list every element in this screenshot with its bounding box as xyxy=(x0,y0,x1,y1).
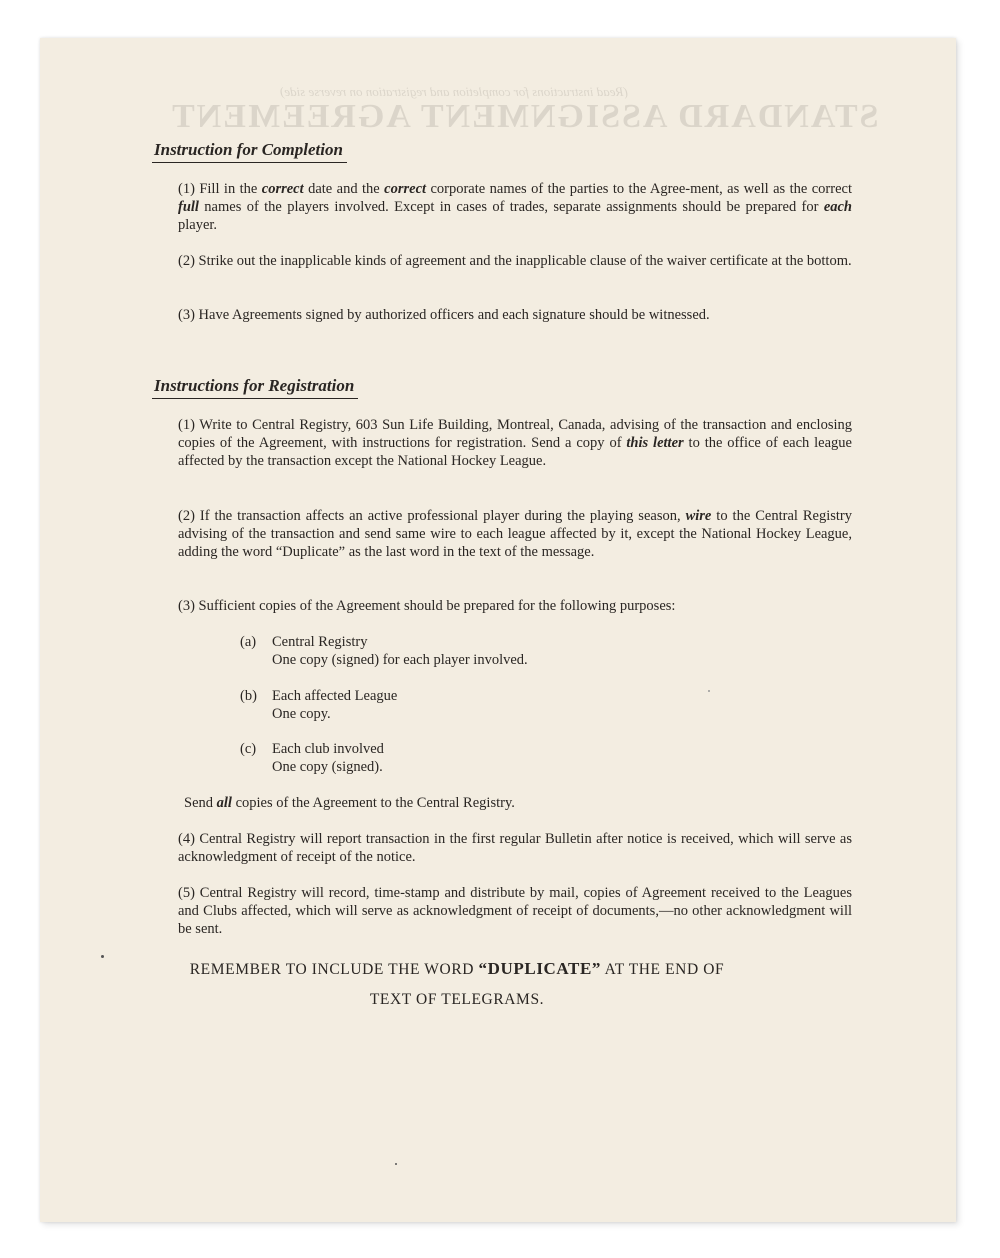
completion-heading: Instruction for Completion xyxy=(152,140,347,163)
list-item-title: Each club involved xyxy=(272,741,384,757)
list-item-central-registry xyxy=(240,633,740,673)
list-item-label: (a) xyxy=(240,634,257,650)
registration-paragraph-5: (5) Central Registry will record, time-stamp and distribute by mail, copies of Agreement received to the Leagues and Clubs affected, which will serve as acknowledgment of receipt of documents,—no other acknowledgment will be sent. xyxy=(178,885,852,937)
list-item-detail: One copy (signed). xyxy=(272,759,383,775)
completion-paragraph-1: (1) Fill in the correct date and the correct corporate names of the parties to the Agree-ment, as well as the correct full names of the players involved. Except in cases of trades, separate assignments should be prepared for each player. xyxy=(178,181,852,233)
remember-line-2: TEXT OF TELEGRAMS. xyxy=(369,991,545,1008)
completion-paragraph-3: (3) Have Agreements signed by authorized officers and each signature should be witnessed. xyxy=(178,307,710,323)
bleed-through-title: STANDARD ASSIGNMENT AGREEMENT xyxy=(170,98,879,135)
paper-speck xyxy=(395,1163,397,1165)
list-item-detail: One copy. xyxy=(272,706,331,722)
list-item-title: Each affected League xyxy=(272,688,398,704)
registration-heading: Instructions for Registration xyxy=(152,376,358,399)
list-item-label: (c) xyxy=(240,741,257,757)
registration-paragraph-2: (2) If the transaction affects an active professional player during the playing season, wire to the Central Registry advising of the transaction and send same wire to each league affected by it, except the National Hockey League, adding the word “Duplicate” as the last word in the text of the message. xyxy=(178,508,853,560)
registration-paragraph-4: (4) Central Registry will report transaction in the first regular Bulletin after notice is received, which will serve as acknowledgment of receipt of the notice. xyxy=(178,831,852,865)
list-item-title: Central Registry xyxy=(272,634,368,650)
remember-notice xyxy=(112,954,802,1015)
remember-line-1: REMEMBER TO INCLUDE THE WORD “DUPLICATE” AT THE END OF xyxy=(189,959,725,978)
registration-paragraph-3: (3) Sufficient copies of the Agreement should be prepared for the following purposes: xyxy=(178,598,676,614)
registration-paragraph-1: (1) Write to Central Registry, 603 Sun Life Building, Montreal, Canada, advising of the transaction and enclosing copies of the Agreement, with instructions for registration. Send a copy of this letter to the office of each league affected by the transaction except the National Hockey League. xyxy=(178,417,852,469)
list-item-label: (b) xyxy=(240,688,257,704)
send-all-copies-note: Send all copies of the Agreement to the Central Registry. xyxy=(184,795,515,811)
list-item-club xyxy=(240,740,740,780)
completion-paragraph-2: (2) Strike out the inapplicable kinds of agreement and the inapplicable clause of the waiver certificate at the bottom. xyxy=(178,253,852,269)
paper-speck xyxy=(708,690,710,692)
list-item-detail: One copy (signed) for each player involved. xyxy=(272,652,528,668)
bleed-through-note: (Read instructions for completion and registration on reverse side) xyxy=(280,84,628,99)
paper-speck xyxy=(101,955,104,958)
list-item-affected-league xyxy=(240,687,740,727)
